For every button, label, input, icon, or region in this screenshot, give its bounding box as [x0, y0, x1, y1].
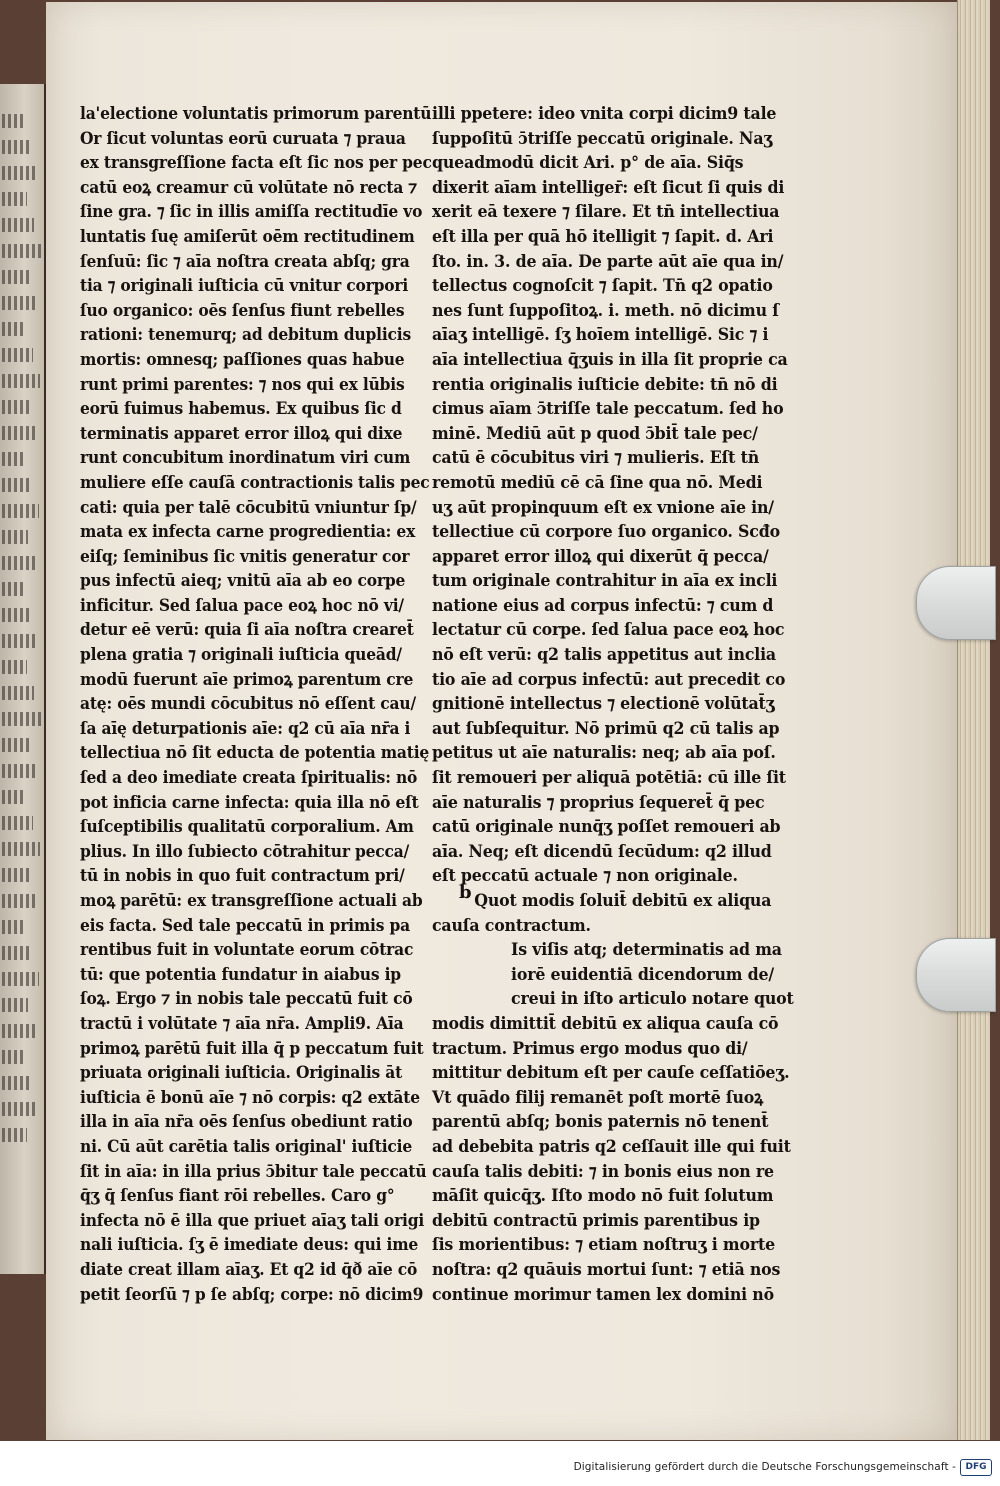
- text-line-left: atę: oēs mundi cōcubitus nō eſſent cau/: [80, 694, 416, 715]
- text-line-left: ſine gra. ⁊ ſic in illis amiſſa rectitudīe vo: [80, 202, 423, 223]
- text-line-right: illi ppetere: ideo vnita corpi dicim9 tale: [432, 104, 777, 124]
- facing-page-text-trace: [2, 114, 24, 128]
- text-line-left: cati: quia per talē cōcubitū vniuntur ſp/: [80, 497, 417, 518]
- text-column-left: [80, 102, 471, 1307]
- text-line-left: illa in aīa nr̄a oēs ſenſus obediunt ratio: [80, 1112, 413, 1133]
- text-line-left: nali iuſticia. ſʒ ē imediate deus: qui ime: [80, 1235, 419, 1256]
- text-line-left: rentibus fuit in voluntate eorum cōtrac: [80, 940, 414, 961]
- facing-page-text-trace: [2, 790, 26, 804]
- text-line-right: nō eſt verū: q2 talis appetitus aut inclia: [432, 645, 776, 666]
- text-line-right: xerit eā texere ⁊ ſilare. Et tn̄ intellectiua: [432, 202, 780, 223]
- text-line-left: la'electione voluntatis primorum parentū: [80, 104, 432, 124]
- text-line-left: rationi: tenemurq; ad debitum duplicis: [80, 325, 412, 346]
- text-line-left: plius. In illo ſubiecto cōtrahitur pecca/: [80, 841, 410, 862]
- text-line-left: inficitur. Sed ſalua pace eoꝝ hoc nō vi/: [80, 595, 404, 616]
- text-line-right: aīa. Neq; eſt dicendū ſecūdum: q2 illud: [432, 841, 772, 862]
- text-line-right: debitū contractū primis parentibus ip: [432, 1210, 760, 1231]
- text-line-right: aīaʒ intelligē. ſʒ hoīem intelligē. Sic ⁊ i: [432, 325, 769, 346]
- facing-page-text-trace: [2, 1076, 31, 1090]
- text-line-left: ſed a deo imediate creata ſpiritualis: nō: [80, 768, 418, 789]
- guide-letter: b: [459, 882, 472, 903]
- text-column-right: [432, 102, 826, 1307]
- text-line-right: ad debebita patris q2 ceſſauit ille qui fuit: [432, 1136, 791, 1157]
- digitization-credit: Digitalisierung gefördert durch die Deutsche Forschungsgemeinschaft -: [573, 1461, 956, 1473]
- facing-page-text-trace: [2, 166, 38, 180]
- text-line-left: pus infectū aieq; vnitū aīa ab eo corpe: [80, 571, 406, 592]
- text-line-left: plena gratia ⁊ originali iuſticia queād/: [80, 645, 402, 666]
- text-line-right: modis dimittit̄ debitū ex aliqua cauſa cō: [432, 1013, 779, 1034]
- text-line-left: mata ex infecta carne progredientia: ex: [80, 522, 416, 543]
- facing-page-text-trace: [2, 634, 38, 648]
- dfg-logo: DFG: [960, 1459, 992, 1476]
- text-line-right: tellectiue cū corpore ſuo organico. Scđo: [432, 522, 780, 543]
- text-line-right: cauſa contractum.: [432, 915, 591, 936]
- facing-page-text-trace: [2, 712, 41, 726]
- text-line-left: q̄ʒ q̄ ſenſus fiant rōi rebelles. Caro g°: [80, 1186, 395, 1207]
- facing-page-text-trace: [2, 608, 31, 622]
- page-fore-edge: [957, 0, 990, 1440]
- text-line-left: ſa aīę deturpationis aīe: q2 cū aīa nr̄a i: [80, 718, 411, 739]
- facing-page-text-trace: [2, 660, 27, 674]
- text-line-right: eſt illa per quā hō itelligit ⁊ ſapit. d. Ari: [432, 226, 774, 247]
- text-line-right: remotū mediū cē cā ſine qua nō. Medi: [432, 472, 763, 493]
- text-line-left: ex transgreſſione facta eſt ſic nos per pec: [80, 153, 432, 174]
- text-line-left: tellectiua nō ſit educta de potentia matię: [80, 743, 430, 764]
- facing-page-text-trace: [2, 270, 30, 284]
- text-line-right: cimus aīam ɔ̄triſſe tale peccatum. ſed ho: [432, 399, 784, 420]
- facing-page-text-trace: [2, 842, 40, 856]
- facing-page-text-trace: [2, 1024, 35, 1038]
- facing-page-text-trace: [2, 192, 27, 206]
- text-line-left: infecta nō ē illa que priuet aīaʒ tali origi: [80, 1210, 425, 1231]
- text-line-right: eſt peccatū actuale ⁊ non originale.: [432, 866, 738, 887]
- facing-page-text-trace: [2, 1050, 24, 1064]
- text-line-right: noſtra: q2 quāuis mortui ſunt: ⁊ etiā nos: [432, 1259, 781, 1280]
- text-line-left: eis facta. Sed tale peccatū in primis pa: [80, 915, 410, 936]
- text-line-right: aīa intellectiua q̄ʒuis in illa ſit proprie ca: [432, 349, 788, 370]
- facing-page-text-trace: [2, 764, 37, 778]
- facing-page-text-trace: [2, 686, 34, 700]
- text-line-right: continue morimur tamen lex domini nō: [432, 1284, 774, 1305]
- text-line-right: nes ſunt ſuppoſitoꝝ. i. meth. nō dicimu ſ: [432, 300, 779, 321]
- text-line-left: tū: que potentia fundatur in aiabus ip: [80, 964, 401, 985]
- text-line-left: eiſq; ſeminibus ſic vnitis generatur cor: [80, 546, 410, 567]
- text-line-right: lectatur cū corpe. ſed ſalua pace eoꝝ hoc: [432, 620, 785, 641]
- text-line-right: ſit remoueri per aliquā potētiā: cū ille ſit: [432, 768, 786, 789]
- text-line-left: muliere eſſe cauſā contractionis talis pec: [80, 472, 430, 493]
- facing-page-text-trace: [2, 504, 39, 518]
- text-line-left: runt concubitum inordinatum viri cum: [80, 448, 411, 469]
- text-line-right: creui in iſto articulo notare quot: [511, 989, 794, 1010]
- text-line-left: luntatis ſuę amiſerūt oēm rectitudinem: [80, 226, 415, 247]
- text-line-left: detur eē verū: quia ſi aīa noſtra crearet̄: [80, 620, 414, 641]
- facing-page-text-trace: [2, 478, 32, 492]
- text-line-right: uʒ aūt propinquum eſt ex vnione aīe in/: [432, 497, 774, 518]
- text-line-right: māſit quicq̄ʒ. Iſto modo nō fuit ſolutum: [432, 1186, 774, 1207]
- facing-page-text-trace: [2, 452, 25, 466]
- text-line-left: tia ⁊ originali iuſticia cū vnitur corpori: [80, 276, 409, 297]
- text-line-right: apparet error illoꝝ qui dixerūt q̄ pecca/: [432, 546, 769, 567]
- text-line-right: gnitionē intellectus ⁊ electionē volūtat̄ʒ: [432, 694, 775, 715]
- facing-page-text-trace: [2, 530, 28, 544]
- text-line-right: rentia originalis iuſticie debite: tn̄ nō di: [432, 374, 778, 395]
- text-line-right: natione eius ad corpus infectū: ⁊ cum d: [432, 595, 774, 616]
- facing-page-edge: [0, 84, 46, 1274]
- text-line-right: petitus ut aīe naturalis: neq; ab aīa poſ.: [432, 743, 776, 764]
- text-line-right: tractum. Primus ergo modus quo di/: [432, 1038, 748, 1059]
- text-line-right: aīe naturalis ⁊ proprius ſequeret̄ q̄ pec: [432, 792, 765, 813]
- text-line-left: ſuo organico: oēs ſenſus fiunt rebelles: [80, 300, 405, 321]
- facing-page-text-trace: [2, 322, 26, 336]
- text-line-left: iuſticia ē bonū aīe ⁊ nō corpis: q2 extāte: [80, 1087, 420, 1108]
- facing-page-text-trace: [2, 140, 31, 154]
- text-line-right: ſto. in. 3. de aīa. De parte aūt aīe qua in/: [432, 251, 784, 272]
- text-line-right: Vt quādo filij remanēt poſt mortē ſuoꝝ: [432, 1087, 764, 1108]
- facing-page-text-trace: [2, 1128, 27, 1142]
- text-line-left: ſenſuū: ſic ⁊ aīa noſtra creata abſq; gra: [80, 251, 410, 272]
- text-line-left: catū eoꝝ creamur cū volūtate nō recta ⁊: [80, 177, 418, 198]
- text-line-left: eorū fuimus habemus. Ex quibus ſic d: [80, 399, 402, 420]
- facing-page-text-trace: [2, 972, 39, 986]
- text-line-left: ſuſceptibilis qualitatū corporalium. Am: [80, 817, 414, 838]
- facing-page-text-trace: [2, 426, 36, 440]
- text-line-left: mortis: omnesq; paſſiones quas habue: [80, 349, 405, 370]
- facing-page-text-trace: [2, 582, 24, 596]
- text-line-right: parentū abſq; bonis paternis nō tenent̄: [432, 1112, 769, 1133]
- facing-page-text-trace: [2, 374, 40, 388]
- text-line-right: tellectus cognoſcit ⁊ ſapit. Tn̄ q2 opatio: [432, 276, 773, 297]
- facing-page-text-trace: [2, 348, 33, 362]
- text-line-left: tractū i volūtate ⁊ aīa nr̄a. Ampli9. Aīa: [80, 1013, 404, 1034]
- text-line-left: ſit in aīa: in illa prius ɔ̄bitur tale peccatū: [80, 1161, 427, 1182]
- text-line-left: ſoꝝ. Ergo ⁊ in nobis tale peccatū fuit cō: [80, 989, 413, 1010]
- page-clip-top: [916, 566, 996, 640]
- facing-page-text-trace: [2, 296, 37, 310]
- text-line-right: ſuppoſitū ɔ̄triſſe peccatū originale. Naʒ: [432, 128, 773, 149]
- facing-page-text-trace: [2, 218, 34, 232]
- facing-page-text-trace: [2, 998, 28, 1012]
- facing-page-text-trace: [2, 244, 41, 258]
- page-clip-bottom: [916, 938, 996, 1012]
- facing-page-text-trace: [2, 816, 33, 830]
- facing-page-text-trace: [2, 1102, 38, 1116]
- text-line-left: priuata originali iuſticia. Originalis āt: [80, 1063, 403, 1084]
- text-line-right: tum originale contrahitur in aīa ex incli: [432, 571, 778, 592]
- facing-page-text-trace: [2, 946, 32, 960]
- text-line-left: modū fuerunt aīe primoꝝ parentum cre: [80, 669, 414, 690]
- facing-page-text-trace: [2, 894, 36, 908]
- text-line-left: pot inficia carne infecta: quia illa nō eſt: [80, 792, 419, 813]
- text-line-left: runt primi parentes: ⁊ nos qui ex lūbis: [80, 374, 405, 395]
- facing-page-text-trace: [2, 738, 30, 752]
- text-line-left: primoꝝ parētū fuit illa q̄ p peccatum fuit: [80, 1038, 424, 1059]
- text-line-right: aut ſubſequitur. Nō primū q2 cū talis ap: [432, 718, 780, 739]
- facing-page-text-trace: [2, 868, 29, 882]
- text-line-left: terminatis apparet error illoꝝ qui dixe: [80, 423, 403, 444]
- text-line-right: Is viſis atq; determinatis ad ma: [511, 940, 782, 961]
- text-line-right: Quot modis ſoluit̄ debitū ex aliqua: [474, 891, 772, 911]
- text-line-right: tio aīe ad corpus infectū: aut precedit co: [432, 669, 786, 690]
- text-line-right: queadmodū dicit Ari. p° de aīa. Siq̄s: [432, 153, 744, 174]
- text-line-left: petit ſeorſū ⁊ p ſe abſq; corpe: nō dicim9: [80, 1284, 424, 1305]
- text-line-left: moꝝ parētū: ex transgreſſione actuali ab: [80, 891, 423, 911]
- text-line-right: catū originale nunq̄ʒ poſſet remoueri ab: [432, 817, 781, 838]
- text-line-right: ſis morientibus: ⁊ etiam noſtruʒ i morte: [432, 1235, 775, 1256]
- facing-page-text-trace: [2, 556, 35, 570]
- text-line-right: iorē euidentiā dicendorum de/: [511, 964, 774, 985]
- facing-page-text-trace: [2, 400, 29, 414]
- text-line-left: tū in nobis in quo fuit contractum pri/: [80, 866, 405, 887]
- text-line-right: cauſa talis debiti: ⁊ in bonis eius non re: [432, 1161, 774, 1182]
- text-line-right: mittitur debitum eſt per cauſe ceſſatiōeʒ.: [432, 1063, 790, 1084]
- text-line-right: catū ē cōcubitus viri ⁊ mulieris. Eſt tn̄: [432, 448, 760, 469]
- text-line-right: minē. Mediū aūt p quod ɔ̄bit̄ tale pec/: [432, 423, 758, 444]
- facing-page-text-trace: [2, 920, 25, 934]
- text-line-left: ni. Cū aūt carētia talis original' iuſticie: [80, 1136, 413, 1157]
- text-line-left: diate creat illam aīaʒ. Et q2 id q̄ð aīe cō: [80, 1259, 418, 1280]
- text-line-right: dixerit aīam intelliger̄: eſt ſicut ſi quis di: [432, 177, 785, 198]
- text-line-left: Or ſicut voluntas eorū curuata ⁊ praua: [80, 128, 406, 149]
- page-footer: [0, 1441, 1000, 1486]
